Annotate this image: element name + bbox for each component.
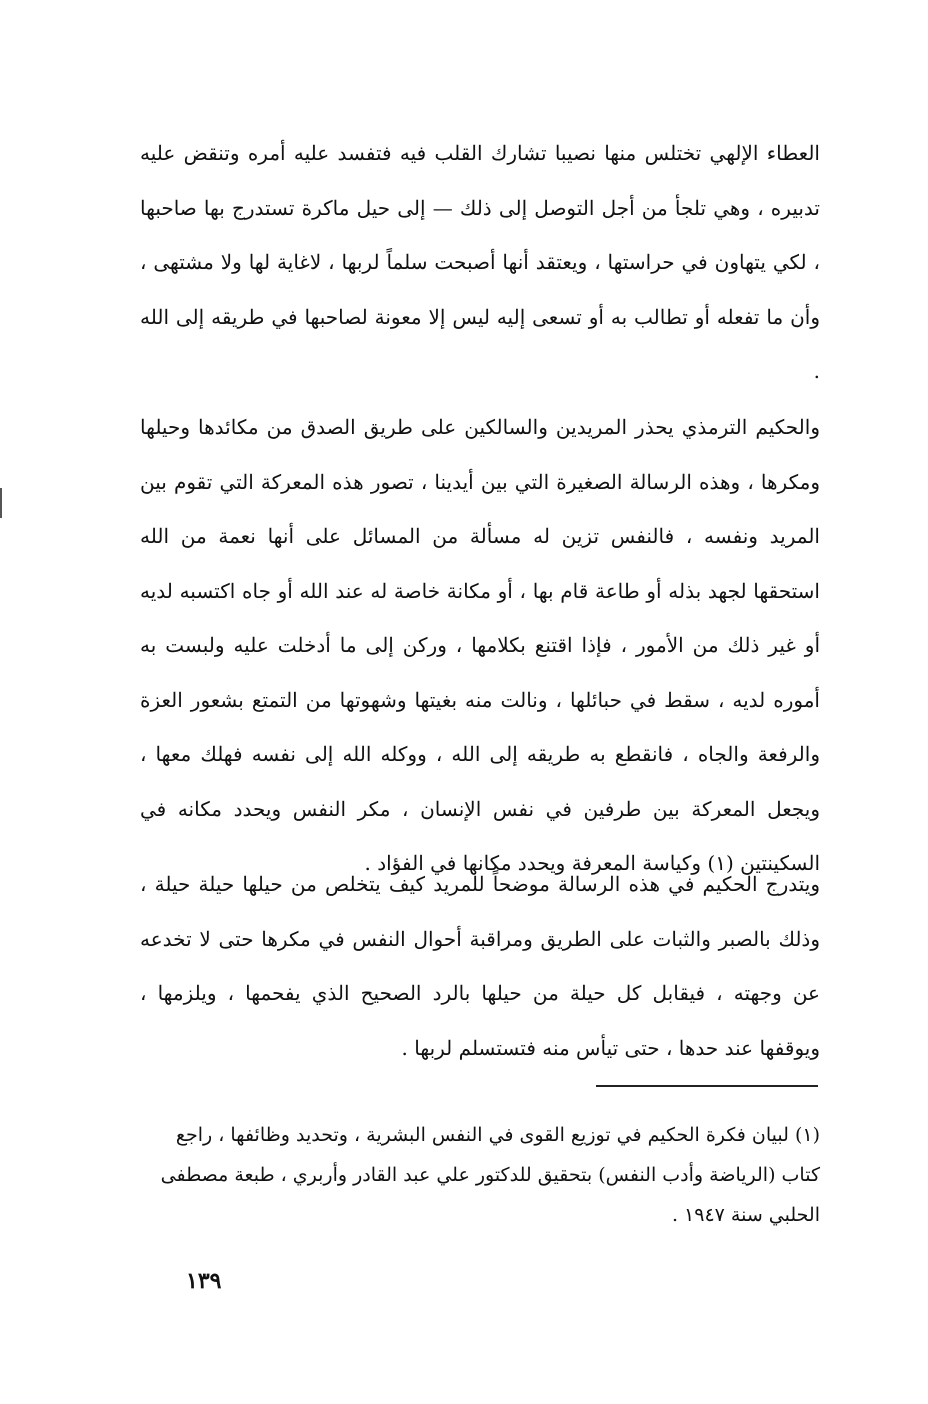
footnotes-section	[140, 1115, 820, 1235]
body-paragraph-1: العطاء الإلهي تختلس منها نصيبا تشارك القلب فيه فتفسد عليه أمره وتنقض عليه تدبيره ، وهي تلجأ من أجل التوصل إلى ذلك — إلى حيل ماكرة تستدرج بها صاحبها ، لكي يتهاون في حراستها ، ويعتقد أنها أصبحت سلماً لربها ، لاغاية لها ولا مشتهى ، وأن ما تفعله أو تطالب به أو تسعى إليه ليس إلا معونة لصاحبها في طريقه إلى الله .	[140, 141, 820, 383]
scan-edge-mark	[0, 488, 2, 518]
footnote-separator	[596, 1085, 818, 1087]
body-paragraph-3: ويتدرج الحكيم في هذه الرسالة موضحاً للمريد كيف يتخلص من حيلها حيلة حيلة ، وذلك بالصبر والثبات على الطريق ومراقبة أحوال النفس في مكرها حتى لا تخدعه عن وجهته ، فيقابل كل حيلة من حيلها بالرد الصحيح الذي يفحمها ، ويلزمها ، ويوقفها عند حدها ، حتى تيأس منه فتستسلم لربها .	[140, 872, 820, 1060]
footnote-1: (١) لبيان فكرة الحكيم في توزيع القوى في النفس البشرية ، وتحديد وظائفها ، راجع كتاب (الرياضة وأدب النفس) بتحقيق للدكتور علي عبد القادر وأربري ، طبعة مصطفى الحلبي سنة ١٩٤٧ .	[160, 1124, 820, 1226]
body-paragraph-2: والحكيم الترمذي يحذر المريدين والسالكين على طريق الصدق من مكائدها وحيلها ومكرها ، وهذه الرسالة الصغيرة التي بين أيدينا ، تصور هذه المعركة التي تقوم بين المريد ونفسه ، فالنفس تزين له مسألة من المسائل على أنها نعمة من الله استحقها لجهد بذله أو طاعة قام بها ، أو مكانة خاصة له عند الله أو جاه اكتسبه لديه أو غير ذلك من الأمور ، فإذا اقتنع بكلامها ، وركن إلى ما أدخلت عليه ولبست به أموره لديه ، سقط في حبائلها ، ونالت منه بغيتها وشهوتها من التمتع بشعور العزة والرفعة والجاه ، فانقطع به طريقه إلى الله ، ووكله الله إلى نفسه فهلك معها ، ويجعل المعركة بين طرفين في نفس الإنسان ، مكر النفس ويحدد مكانه في السكينتين (١) وكياسة المعرفة ويحدد مكانها في الفؤاد .	[140, 415, 820, 875]
page-number: ١٣٩	[186, 1268, 222, 1294]
